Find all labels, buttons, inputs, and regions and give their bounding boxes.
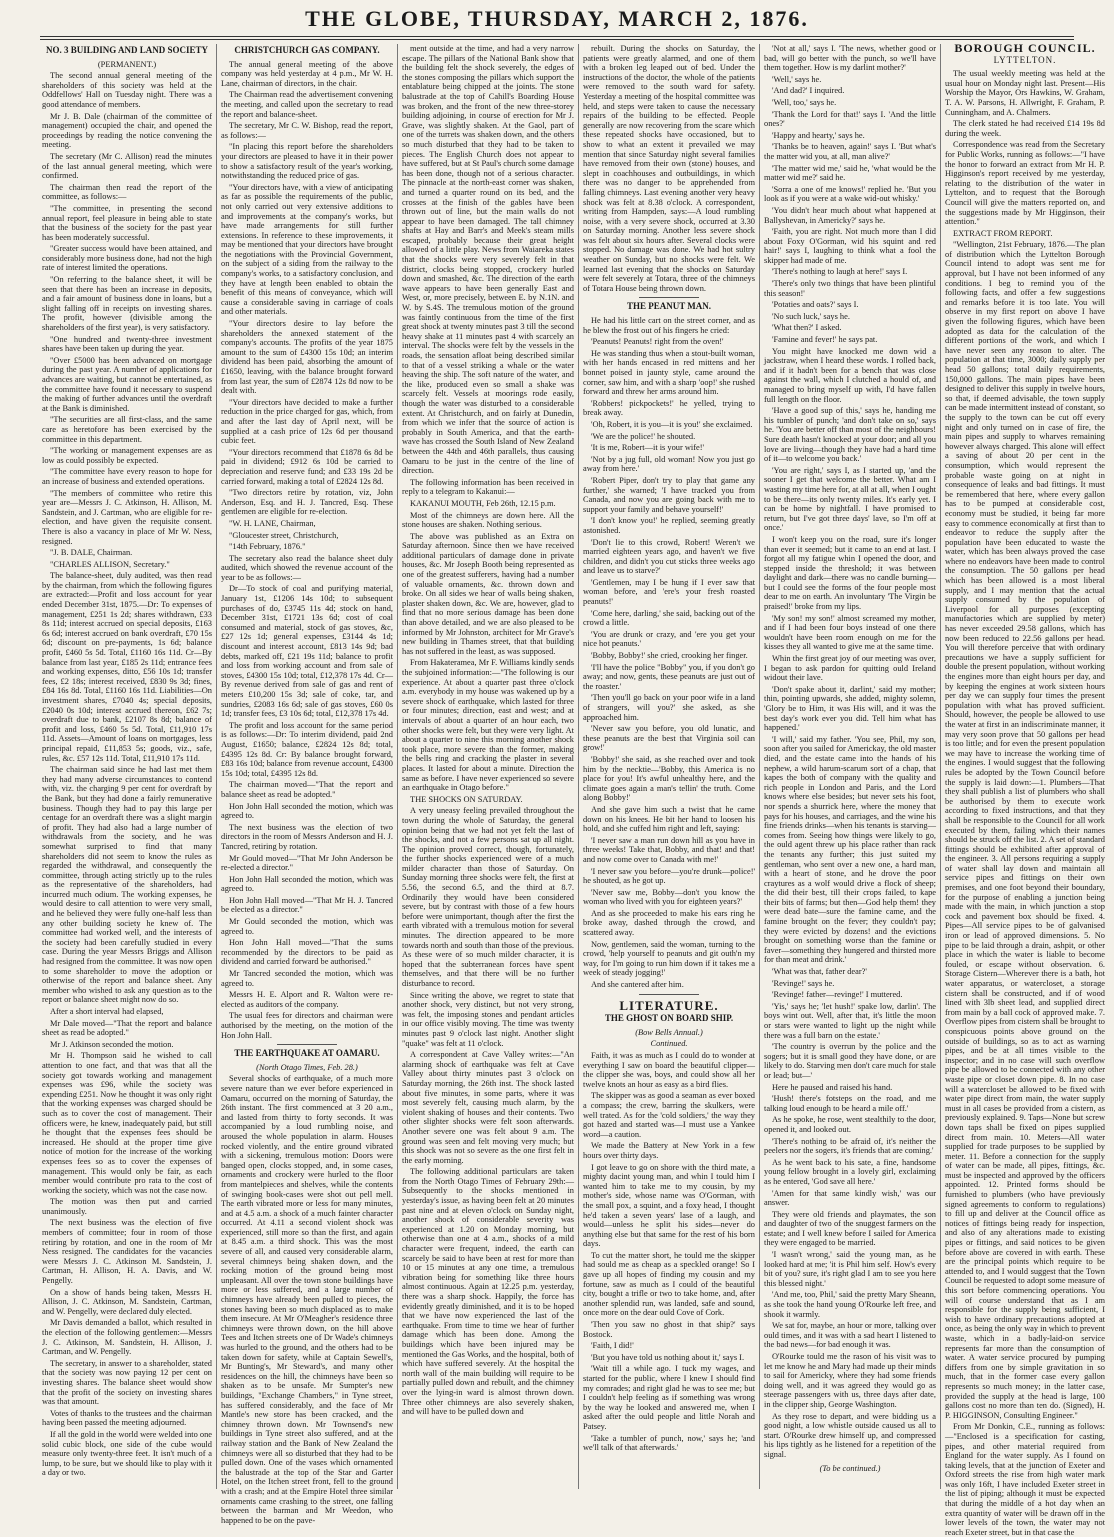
paragraph: He had his little cart on the street corner, and as he blew the frost out of his fingers he cried:: [583, 316, 755, 335]
paragraph: As they rose to depart, and were bidding us a good night, a low whistle outside caused us all to start. O'Rourke drew himself up, and compressed his lips tightly as he listened for a repetition of the signal.: [764, 1411, 936, 1459]
paragraph: We made the Battery at New York in a few hours over thirty days.: [583, 1141, 755, 1160]
paragraph: 'Then you saw no ghost in that ship?' says Bostock.: [583, 1320, 755, 1339]
paragraph: The usual fees for directors and chairman were authorised by the meeting, on the motion of the Hon John Hall.: [221, 1011, 393, 1040]
paragraph: 'I never saw you before—you're drunk—police!' he shouted, as he got up.: [583, 866, 755, 886]
paragraph: 'It is me, Robert—it is your wife!': [591, 443, 705, 453]
paragraph: Faith, it was as much as I could do to wonder at everything I saw on board the beautiful clipper—the clipper she was, boys, and could show all her twelve knots an hour as easy as a bird flies.: [583, 1051, 755, 1089]
paragraph: The secretary (Mr C. Allison) read the minutes of the last annual general meeting, which were confirmed.: [42, 151, 212, 181]
paragraph: A very uneasy feeling prevailed throughout the town during the whole of Saturday, the general opinion being that we had not yet felt the last of the shocks, and not a few persons sat up all night. The opinion proved correct, though, fortunately, the further shocks experienced were of a much milder character than those of Saturday. On Sunday morning three shocks were felt, the first at 5.56, the second 6.5, and the third at 8.7. Ordinarily they would have been considered severe, but by contrast with those of a few hours before were unimportant, though after the first the earth vibrated with a tremulous motion for several minutes. The direction appeared to be more towards north and south than those of the previous. As these were of so much milder character, it is hoped that the subterranean forces have spent themselves, and that there will be no further disturbance to record.: [402, 806, 574, 988]
paragraph: 'What then?' I asked.: [772, 323, 842, 333]
paragraph: 'Don't spake about it, darlint,' said my mother; thin, pointing upwards, she added, mighty solemn, 'Glory be to Him, it was His will, and it was the best day's work ever you did. Tell him what has happened.': [764, 684, 936, 733]
continued-label: Continued.: [650, 1039, 688, 1049]
article-heading-gas-company: CHRISTCHURCH GAS COMPANY.: [234, 45, 380, 55]
article-source: (Bow Bells Annual.): [635, 1027, 703, 1037]
article-body: [583, 44, 755, 293]
paragraph: 'You are drunk or crazy, and 'ere you get your nice hot peanuts.': [583, 629, 755, 649]
paragraph: The usual weekly meeting was held at the usual hour on Monday night last. Present—His Worship the Mayor, Ors Hawkins, W. Graham, T. A. W. Parsons, H. Allwright, F. Graham, P. Cunningham, and A. Chalmers.: [945, 69, 1105, 117]
paragraph: 'Potaties and oats?' says I.: [772, 300, 859, 310]
article-heading-peanut-man: THE PEANUT MAN.: [626, 301, 712, 312]
paragraph: Hon John Hall seconded the motion, which was agreed to.: [221, 874, 393, 894]
paragraph: 'Happy and hearty,' says he.: [772, 130, 865, 140]
paragraph: I won't keep you on the road, sure it's longer than ever it seemed; but it came to an end at last. I forgot all my fatigue whin I opened the door, and stepped inside the threshold; it was between daylight and dark—there was no candle burning—but I could see the forms of the four people most dear to me on earth. An involuntary 'The Virgin be praised!' broke from my lips.: [764, 534, 936, 612]
paragraph: 'Hush! there's fotsteps on the road, and me talking loud enough to be heard a mile off.': [764, 1094, 936, 1113]
paragraph: 'We are the police!' he shouted.: [591, 431, 696, 441]
paragraph: 'There's nothing to laugh at here!' says I.: [772, 267, 908, 277]
paragraph: 'And me, too, Phil,' said the pretty Mary Sheann, as she took the hand young O'Rourke left free, and shook it warmly.: [764, 1290, 936, 1319]
paragraph: The Chairman read the advertisement convening the meeting, and called upon the secretary to read the report and balance-sheet.: [221, 90, 393, 119]
paragraph: As he spoke, he rose, went stealthily to the door, opened it, and looked out.: [764, 1115, 936, 1134]
paragraph: 'Take a tumbler of punch, now,' says he; 'and we'll talk of that afterwards.': [583, 1433, 755, 1453]
paragraph: 'Faith, I did!': [591, 1341, 634, 1351]
paragraph: 'Not at all,' says I. 'The news, whether good or bad, will go better with the punch, so we'll have them together. How is my darlint mother?': [764, 44, 936, 73]
paragraph: They were old friends and playmates, the son and daughter of two of the snuggest farmers on the estate; and I well knew before I sailed for America they were engaged to be married.: [764, 1209, 936, 1248]
masthead-title: THE GLOBE, THURSDAY, MARCH 2, 1876.: [305, 6, 809, 31]
paragraph: 'You didn't hear much about what happened at Ballyshevan, in Americky?' says he.: [764, 205, 936, 225]
paragraph: Mr Tancred seconded the motion, which was agreed to.: [221, 969, 393, 988]
paragraph: 'Never saw you before, you old lunatic, and these peanuts are the best that Virginia soil can grow!': [583, 724, 755, 753]
paragraph: THE SHOCKS ON SATURDAY.: [410, 794, 523, 804]
paragraph: On a show of hands being taken, Messrs H. Allison, J. C. Atkinson, M. Sandstein, Cartman, and W. Pengelly, were declared duly elected.: [42, 1287, 212, 1316]
paragraph: 'Robert Piper, don't try to play that game any further,' she warned; 'I have tracked you from Canada, and now you are going back with me to support your family and behave yourself!': [583, 475, 755, 514]
paragraph: KAKANUI MOUTH, Feb 26th, 12.15 p.m.: [410, 498, 556, 508]
paragraph: Most of the chimneys are down here. All the stone houses are shaken. Nothing serious.: [402, 510, 574, 530]
paragraph: If all the gold in the world were welded into one solid cubic block, one side of the cube would measure only twenty-three feet. It isn't much of a lump, to be sure, but we should like to play with it a day or two.: [42, 1429, 212, 1478]
paragraph: "Your directors have decided to make a further reduction in the price charged for gas, which, from and after the last day of April next, will be supplied at a cash price of 12s 6d per thousand cubic feet.: [221, 397, 393, 446]
column-divider: [216, 44, 217, 1489]
paragraph: The secretary also read the balance sheet duly audited, which showed the revenue account of the year to be as follows:—: [221, 553, 393, 582]
paragraph: 'Thank the Lord for that!' says I. 'And the little ones?': [764, 109, 936, 129]
paragraph: 'Bobby, Bobby!' she cried, crooking her finger.: [591, 651, 748, 661]
paragraph: "One hundred and twenty-three investment shares have been taken up during the year.: [42, 334, 212, 354]
paragraph: You might have knocked me down wid a jackstraw, when I heard these words. I rolled back, and if it hadn't been for a bench that was close against the wall, which I clutched a hould of, and managed to bring myself up with, I'd have fallen full length on the floor.: [764, 346, 936, 404]
column-divider: [578, 44, 579, 1489]
paragraph: After a short interval had elapsed,: [50, 1007, 164, 1016]
paragraph: "W. H. LANE, Chairman,: [229, 518, 316, 528]
paragraph: The following information has been received in reply to a telegram to Kakanui:—: [402, 477, 574, 497]
paragraph: 'Revinge! father—revinge!' I muttered.: [772, 990, 903, 1000]
paragraph: We sat for, maybe, an hour or more, talking over ould times, and it was with a sad heart I listened to the bad news—for bad enough it was.: [764, 1321, 936, 1350]
paragraph: The secretary, Mr C. W. Bishop, read the report, as follows:—: [221, 121, 393, 140]
paragraph: 'Gentlemen, may I be hung if I ever saw that woman before, and 'ere's your fresh roasted peanuts!': [583, 577, 755, 607]
paragraph: The profit and loss account for the same period is as follows:—Dr: To interim dividend, paid 2nd August, £1650; balance, £2824 12s 8d; total, £4395 12s 8d. Cr: By balance brought forward, £83 16s 10d; balance from revenue account, £4300 15s 10d; total, £4395 12s 8d.: [221, 720, 393, 778]
paragraph: Hon John Hall moved—"That Mr H. J. Tancred be elected as a director.": [221, 895, 393, 915]
article-heading-earthquake: THE EARTHQUAKE AT OAMARU.: [234, 1048, 380, 1059]
paragraph: "J. B. DALE, Chairman.: [50, 548, 133, 558]
paragraph: To cut the matter short, he tould me the skipper had sould me as cheap as a speckled orange! So I gave up all hopes of finding my cousin and my fortune, saw as much as I could of the beautiful city, bought a trifle or two to take home, and, after another splendid run, was landed, safe and sound, once more on the dear ould Cove of Cork.: [583, 1250, 755, 1318]
column-6: [945, 41, 1106, 1537]
paragraph: 'Well, too,' says he.: [772, 97, 837, 107]
paragraph: 'Faith, you are right. Not much more than I did about Foxy O'Gorman, wid his squint and red hair!' says I, laughing to think what a fool the skipper had made of me.: [764, 227, 936, 265]
paragraph: The above was published as an Extra on Saturday afternoon. Since then we have received additional particulars of damage done in private houses, &c. Mr Joseph Booth being represented as one of the greatest sufferers, having had a number of valuable ornaments, &c. thrown down and broke. On all sides we hear of walls being shaken, plaster shaken down, &c. We are, however, glad to find that no more serious damage has been done than above detailed, and we are also pleased to be informed by Mr Johnston, architect for Mr Grave's new building in Thames street, that that building has not suffered in the least, as was supposed.: [402, 531, 574, 656]
article-body: [402, 44, 574, 1417]
paragraph: 'There's nothing to be afraid of, it's neither the peelers nor the sogers, it's friends that are coming.': [764, 1136, 936, 1156]
paragraph: The next business was the election of five members of committee; four in room of those retiring by rotation, and one in the room of Mr Ness resigned. The candidates for the vacancies were Messrs J. C. Atkinson M. Sandstein, J. Cartman, H. Allison, H. A. Davis, and W. Pengelly.: [42, 1218, 212, 1286]
article-subheading-lyttelton: LYTTELTON.: [993, 54, 1057, 65]
paragraph: And as she proceeded to make his ears ring he broke away, dashed through the crowd, and scattered away.: [583, 908, 755, 938]
article-heading-ghost: THE GHOST ON BOARD SHIP.: [604, 1013, 734, 1024]
paragraph: Dr—To stock of coal and purifying material, January 1st, £1206 14s 10d; to subsequent purchases of do, £3745 11s 4d; stock on hand, December 31st, £1721 13s 6d; cost of coal consumed and material, stock of gas stoves, &c, £27 12s 1d; general expenses, £3144 4s 1d; discount and interest account, £813 14s 9d; bad debts, marked off, £21 19s 11d; balance to profit and loss from working account and from sale of stoves, £4300 15s 10d; total, £12,378 17s 4d. Cr—By revenue derived from sale of gas and rent of meters £10,200 15s 3d; sale of coke, tar, and sundries, £2083 16s 6d; sale of gas stoves, £60 0s 1d; transfer fees, £3 10s 6d; total, £12,378 17s 4d.: [221, 584, 393, 719]
paragraph: 'Come here, darling,' she said, backing out of the crowd a little.: [583, 608, 755, 628]
column-divider: [397, 44, 398, 1489]
paragraph: As he went back to his sate, a fine, handsome young fellow brought in a lovely girl, exclaiming as he entered, 'God save all here.': [764, 1157, 936, 1186]
article-body: [221, 60, 393, 1041]
paragraph: rebuilt. During the shocks on Saturday, the patients were greatly alarmed, and one of them with a broken leg leaped out of bed. Under the instructions of the doctor, the whole of the patients were removed to the south ward for safety. Yesterday a meeting of the hospital committee was held, and steps were taken to cause the necessary repairs of the building to be effected. People generally are now recovering from the scare which these repeated shocks have occasioned, but to show to what an extent it prevailed we may mention that since Saturday night several families have removed from their own (stone) houses, and slept in coachhouses and outbuildings, in which there was no danger to be apprehended from falling chimneys. Last evening another very heavy shock was felt at 8.38 o'clock. A correspondent, writing from Hampden, says:—A loud rumbling noise, with a very severe shock, occurred at 3.30 on Saturday morning. Another less severe shock was felt about six hours after. Several clocks were stopped. No damage was done. We had hot sultry weather on Sunday, but no shocks were felt. We learned last evening that the shocks on Saturday were felt severely at Totara, three of the chimneys of Totara House being thrown down.: [583, 44, 755, 293]
paragraph: 'Sorra a one of me knows!' replied he. 'But you look as if you were at a wake wid-out whisky.': [764, 184, 936, 204]
paragraph: 'I'll have the police "Bobby" you, if you don't go away; and now, gents, these peanuts are just out of the roaster.': [583, 662, 755, 691]
paragraph: 'But you have told us nothing about it,' says I.: [591, 1352, 745, 1362]
section-rule: [277, 1044, 337, 1045]
paragraph: 'And dad?' I inquired.: [772, 86, 845, 96]
article-body: [583, 316, 755, 990]
paragraph: 'Wait till a while ago. I tuck my wages, and started for the public, where I knew I should find my comrades; and right glad he was to see me; but I couldn't help feeling as if something was wrong by the way he looked and answered me, when I asked after the ould people and little Norah and Patsey.: [583, 1364, 755, 1431]
paragraph: 'Never saw me, Bobby—don't you know the woman who lived with you for eighteen years?': [583, 887, 755, 907]
paragraph: Mr J. Atkinson seconded the motion.: [50, 1039, 174, 1049]
column-divider: [940, 44, 941, 1489]
paragraph: "Wellington, 21st February, 1876.—The plan of distribution which the Lyttelton Borough Council intend to adopt was sent me for approval, but I have not been informed of any conditions. I beg to remind you of the following facts, and offer a few suggestions and remarks before it is too late. You will observe in my first report on above I have given the following figures, which have been adopted as data for the calculation of the different portions of the work, and which I have never seen any reason to alter. The population at that time, 3000; daily supply per head 50 gallons; total daily requirements, 150,000 gallons. The main pipes have been designed to deliver this supply in twelve hours, so that, if deemed advisable, the town supply can be made intermittent instead of constant, so the supply to the town can be cut off every night and only turned on in case of fire, the main pipes and supply to wharves remaining however always charged. This alone will effect a saving of about 20 per cent in the consumption, which would represent the probable waste going on at night in consequence of leaks and bad fittings. It must be remembered that here, where every gallon has to be pumped at considerable cost, economy must be studied, it being far more easy to commence economically at first than to endeavor to reduce the supply after the population have been educated to waste the water, which has been always proved the case where no endeavors have been made to control the consumption. The 50 gallons per head which has been allowed is a most liberal supply, and I may mention that the actual supply consumed by the population of Liverpool for all purposes (excepting manufactories which are supplied by meter) has never exceeded 29.58 gallons, which has now been reduced to 22.56 gallons per head. You will therefore perceive that with ordinary precautions we have a supply sufficient for double the present population, without working the engines more than eight hours per day, and by keeping the engines at work sixteen hours per day we can supply four times the present population with what has proved sufficient. Should, however, the people be allowed to use the water at first in an indiscriminate manner, it may very soon prove that 50 gallons per head is too little; and for even the present population we may have to increase the working time of the engines. I would suggest that the following rules be adopted by the Town Council before the supply is laid down:—1. Plumbers—That they shall publish a list of plumbers who shall be authorised by them to execute work according to fixed instructions, and that they shall be responsible to the Council for all work executed by them, failing which their names should be struck off the list. 2. A set of standard fittings should be exhibited after approval of the engineer. 3. All persons requiring a supply of water shall lay down and maintain all service pipes and fittings on their own premises, and one foot beyond their boundary, for the purpose of enabling a junction being made with the main, in which junction a stop cock and pavement box should be fixed. 4. Pipes—All service pipes to be of galvanised iron or lead of approved dimensions. 5. No pipe to be laid through a drain, ashpit, or other place in which the water is liable to become fouled, or escape without observation. 6. Storage Cistern—Wherever there is a bath, hot water apparatus, or watercloset, a storage cistern shall be constructed, and if of wood lined with 3lb sheet lead, and supplied direct from main by a ball cock of approved make. 7. Overflow pipes from cistern shall be brought to conspicuous points above ground on the outside of buildings, so as to act as warning pipes, and be at all times visible to the inspector; and in no case will such overflow pipe be allowed to be connected with any other waste pipe or closet down pipe. 8. In no case will a watercloset be allowed to be fixed with water pipe direct from main, the water supply must in all cases be provided from a cistern, as previously explained. 9. Taps—None but screw down taps shall be fixed on pipes supplied direct from main. 10. Meters—All water supplied for trade purposes to be supplied by meter. 11. Before a connection for the supply of water can be made, all pipes, fittings, &c. must be inspected and approved by the officers appointed. 12. Printed forms should be furnished to plumbers (who have previously signed agreements to conform to regulations) to fill up and deliver at the Council office as notices of fittings being ready for inspection, and also of any alterations made to existing pipes or fittings, and said notices to be given before above are covered in with earth. These are the principal points which require to be attended to, and I would suggest that the Town Council be requested to adopt some measure of this sort before commencing operations. You will of course understand that as I am responsible for the supply being sufficient, I wish to have ordinary precautions adopted at once, as being the only way in which to prevent waste, which in a badly-laid-on service represents far more than the consumption of water. A water service procured by pumping differs from one by simple gravitation in so much, that in the former case every gallon represents so much money; in the latter case, provided the supply at the head is large, 100 gallons cost no more than ten do. (Signed), H. P. HIGGINSON, Consulting Engineer.": [945, 240, 1106, 1420]
article-body: [764, 44, 936, 1460]
paragraph: Mr J. B. Dale (chairman of the committee of management) occupied the chair, and opened the proceedings by reading the notice convening the meeting.: [42, 111, 212, 150]
paragraph: The motion was then put and carried unanimously.: [42, 1197, 212, 1216]
paragraph: Mr H. Thompson said he wished to call attention to one fact, and that was that all the society got towards working and management expenses was £96, while the society was expending £251. Now he thought it was only right that the working expenses was charged should be such as to cover the cost of management. Their officers were, he knew, inadequately paid, but still he thought that the expenses fees should be increased. He should at the proper time give notice of motion for the increase of the working expenses fees so as to cover the expenses of management. This would only be fair, as each member would contribute pro rata to the cost of working the society, which was not the case now.: [42, 1051, 212, 1195]
paragraph: 'My son! my son!' almost screamed my mother, and if I had been four boys instead of one there wouldn't have been room enough on me for the kisses they all wanted to give me at the same time.: [764, 613, 936, 652]
paragraph: 'I wasn't wrong,' said the young man, as he looked hard at me; 'it is Phil him self. How's every bit of you? sure, it's right glad I am to see you here this blessed night.': [764, 1250, 936, 1288]
paragraph: The skipper was as good a seaman as ever boxed a compass; the crew, barring the skulkers, were well trated. As for the 'cold soldiers,' the way they got hazed and started was—I must use a Yankee word—a caution.: [583, 1091, 755, 1139]
paragraph: 'The matter wid me,' said he, 'what would be the matter wid me?' said he.: [764, 163, 936, 183]
paragraph: 'Revinge!' says he.: [772, 978, 835, 988]
paragraph: 'Oh, Robert, it is you—it is you!' she exclaimed.: [591, 419, 753, 429]
paragraph: "Gloucester street, Christchurch,: [229, 530, 339, 540]
paragraph: Here he paused and raised his hand.: [772, 1082, 893, 1092]
paragraph: The chairman said since he had last met them they had many adverse circumstances to contend with, viz. the charging 9 per cent for overdraft by the Bank, but they had done a fairly remunerative business. Though they had to pay this large per centage for an overdraft there was a slight margin of profit. They had also had a large number of withdrawals from the society, and he was somewhat surprised to find that many shareholders did not seem to know the rules as regarded the withdrawal, and consequently the committee, through acting strictly up to the rules as the representative of the shareholders, had incurred much odium. The working expenses, he would desire to call attention to were very small, and he believed they were fully one-half less than any other building society he knew of. The committee had worked well, and the interests of the society had been carefully studied in every case. During the year Messrs Briggs and Allison had resigned from the committee. It was now open to some shareholder to move the adoption or otherwise of the report and balance sheet. Any member who wished to ask any question as to the report or balance sheet might now do so.: [42, 765, 213, 1005]
column-5: [764, 44, 936, 1484]
paragraph: Messrs H. E. Alport and R. Walton were re-elected as auditors of the company.: [221, 990, 393, 1009]
paragraph: "Your directors recommend that £1878 6s 8d be paid in dividend; £912 6s 10d be carried to depreciation and reserve fund; and £33 19s 2d be carried forward, making a total of £2824 12s 8d.: [221, 447, 393, 486]
paragraph: The second annual general meeting of the shareholders of this society was held at the Oddfellows' Hall on Tuesday night. There was a good attendance of members.: [42, 71, 212, 109]
paragraph: From Hakateramea, Mr F. Williams kindly sends the subjoined information:—"The following is our experience. At about a quarter past three o'clock a.m. everybody in my house was wakened up by a severe shock of earthquake, which lasted for three or four minutes; direction, east and west; and at intervals of about a quarter of an hour each, two other shocks were felt, but they were very light. At about a quarter to nine this morning another shock took place, more severe than the former, making the bells ring and cracking the plaster in several places. It lasted for about a minute. Direction the same as before. I have never experienced so severe an earthquake in Otago before.": [402, 658, 574, 793]
paragraph: 'Don't lie to this crowd, Robert! Weren't we married eighteen years ago, and haven't we five children, and didn't you cut sticks three weeks ago and leave us to starve?': [583, 537, 755, 576]
paragraph: "In placing this report before the shareholders your directors are pleased to have it in their power to show a satisfactory result of the year's working, notwithstanding the reduced price of gas.: [221, 142, 393, 181]
paragraph: The following additional particulars are taken from the North Otago Times of February 29th:—Subsequently to the shocks mentioned in yesterday's issue, as having been felt at 20 minutes past nine and at eleven o'clock on Sunday night, another shock of considerable severity was experienced at 1.20 on Monday morning, but otherwise than one at 4 a.m., shocks of a mild character were frequent, indeed, the earth can scarcely be said to have been at rest for more than 10 or 15 minutes at any one time, a tremulous vibration being for something like three hours almost continuous. Again at 12.25 p.m. yesterday, there was a sharp shock. Happily, the force has evidently greatly diminished, and it is to be hoped that we have now experienced the last of the earthquake. From time to time we hear of further damage which has been done. Among the buildings which have been injured may be mentioned the Gas Works, and the hospital, both of which have suffered severely. At the hospital the north wall of the main building will require to be partially pulled down and rebuilt, and the chimney over the lying-in ward is almost thrown down. Three other chimneys are also severely shaken, and will have to be pulled down and: [402, 1167, 574, 1417]
paragraph: Correspondence was read from the Secretary for Public Works, running as follows:—"I have the honor to forward an extract from Mr H. P. Higginson's report received by me yesterday, relating to the distribution of the water in Lyttelton, and to request that the Borough Council will give the matters reported on, and the suggestions made by Mr Higginson, their attention.": [945, 140, 1105, 227]
paragraph: The annual general meeting of the above company was held yesterday at 4 p.m., Mr W. H. Lane, chairman of directors, in the chair.: [221, 59, 393, 88]
article-heading-building-society: NO. 3 BUILDING AND LAND SOCIETY: [45, 45, 209, 55]
paragraph: 'Then you'll go back on your poor wife in a land of strangers, will you?' she asked, as she approached him.: [583, 693, 755, 722]
paragraph: Mr Dale moved—"That the report and balance sheet as read be adopted.": [42, 1018, 212, 1038]
paragraph: 'I will,' said my father. 'You see, Phil, my son, soon after you sailed for Americkay, the old master died, and the estate came into the hands of his nephew, a wild harum-scarum sort of a chap, that kapes the both of company with the quality and rich people in London and Paris, and the Lord knows where else besides; but never sets his foot, nor spends a shurrick here, where the money that pays for his houses, and carriages, and the wine his fine friends drinks—when his tenants is starving—comes from. Seeing how things were likely to go, the ould agent threw up his place rather than rack the tenants any further; this just suited my gentleman, who sent over a new one, a hard man, with a heart of stone, and he drove the poor craytures as a wolf would drive a flock of sheep; the did their best, till their crops failed, to kape their bits of farms; but then—God help them! they were dead bate—sure the famine came, and the famine brought on the fever; they couldn't pay; they were evicted by dozens! and the evictions brought on something worse than the famine or faver—something they hungered and thirsted more for than meat and drink.': [764, 734, 936, 965]
paragraph: He was standing thus when a stout-built woman, with her hands encased in red mittens and her bonnet poised in jaunty style, came around the corner, saw him, and with a sharp 'oop!' she rushed forward and threw her arms around him.: [583, 348, 755, 397]
paragraph: "The working or management expenses are as low as could possibly be expected.: [42, 446, 212, 465]
paragraph: 'Bobby!' she said, as she reached over and took him by the necktie—'Bobby, this America is no place for you! It's awful unhealthy here, and the climate goes again a man's tellin' the truth. Come along Bobby!': [583, 754, 755, 803]
paragraph: ment outside at the time, and had a very narrow escape. The pillars of the National Bank show that the building felt the shock severely, the edges of the stones composing the pillars which support the entablature being chipped at the joints. The stone balustrade at the top of Cahill's Boarding House was broken, and the front of the new three-storey building adjoining, in course of erection for Mr J. Grave, was slightly shaken. At the Gaol, part of one of the turrets was shaken down, and the others so much disturbed that they had to be taken to pieces. The English Church does not appear to have suffered, but at St Paul's church some damage has been done, though not of a serious character. The pinnacle at the north-east corner was shaken, and turned a quarter round on its bed, and the crosses at the finish of the gables have been thrown out of line, but the main walls do not appear to have been damaged. The tall chimney shafts at Hay and Barr's and Meek's steam mills escaped, probably because their great height allowed of a little play. News from Waiareka states that the shocks were very severely felt in that district, clocks being stopped, crockery hurled down and smashed, &c. The direction of the earth wave appears to have been generally East and West, or, more precisely, between E. by N.1N. and W. by S.4S. The tremulous motion of the ground was faintly continuous from the time of the first great shock at twenty minutes past 3 till the second heavy shake at 11 minutes past 4 with scarcely an interval. The shocks were felt by the vessels in the roads, the sensation afloat being described similar to that of a vessel striking a whale or the water heaving the ship. The soft nature of the water, and the like, produced even so small a shake was scarcely felt. Vessels at moorings rode easily, though the water was disturbed to a considerable extent. At Christchurch, and on fairly at Dunedin, from which we infer that the source of action is probably in South America, and that the earth-wave has crossed the South Island of New Zealand between the 44th and 46th parallels, thus causing Oamaru to be just in the centre of the line of direction.: [402, 44, 574, 476]
column-3: [402, 44, 574, 1484]
paragraph: Mr Davis demanded a ballot, which resulted in the election of the following gentlemen:—Messrs J. C. Atkinson, M. Sandstein, H. Allison, J. Cartman, and W. Pengelly.: [42, 1318, 212, 1357]
paragraph: 'Not by a jug full, old woman! Now you just go away from here.': [583, 454, 755, 474]
paragraph: "CHARLES ALLISON, Secretary.": [50, 559, 170, 569]
article-body: [42, 71, 212, 1478]
paragraph: Several shocks of earthquake, of a much more severe nature than we ever before experienced in Oamaru, occurred on the morning of Saturday, the 26th instant. The first commenced at 3 20 a.m., and lasted from thirty to forty seconds. It was accompanied by a loud rumbling noise, and aroused the whole population in alarm. Houses rocked violently, and the entire ground vibrated with a sickening, tremulous motion: Doors were banged open, clocks stopped, and, in some cases, ornaments and crockery were hurled to the floor from mantelpieces and shelves, while the contents of swinging book-cases were shot out pell mell. The earth vibrated more or less for many minutes, and at 4.5 a.m. a shock of a much fainter character occurred. At 4.11 a second violent shock was experienced, still more so than the first, and again at 8.45 a.m. a third shock. This was the most severe of all, and caused very considerable alarm, several chimneys being shaken down, and the rocking motion of the ground being most unpleasant. All over the town stone buildings have more or less suffered, and a large number of chimneys have already been pulled to pieces, the stones having been so much displaced as to make them insecure. At Mr O'Meagher's residence three chimneys were thrown down, on the hill above Tees and Itchen streets one of Dr Wade's chimneys was hurled to the ground, and the others had to be taken down for safety, while at Captain Sewell's, Mr Bunting's, Mr Steward's, and many other residences on the hill, the chimneys have been so shaken as to be unsafe. Mr Sumpter's new buildings, "Exchange Chambers," in Tyne street, has suffered considerably, and the face of Mr Mantle's new store has been cracked, and the chimney thrown down. Mr Townsend's new buildings in Tyne street also suffered, and at the railway station and the Bank of New Zealand the chimneys were all so disturbed that they had to be pulled down. One of the vases which ornamented the balustrade at the top of the Star and Garter Hotel, on the Itchen street front, fell to the ground with a crash; and at the Empire Hotel three similar ornaments came crashing to the street, one falling between the barman and Mr Weedon, who happened to be on the pave-: [221, 1074, 393, 1525]
paragraph: "On referring to the balance sheet, it will be seen that there has been an increase in deposits, and a fair amount of business done in loans, but a slight falling off in receipts on investing shares. The profit, however (divisible among the shareholders of the first year), is very satisfactory.: [42, 275, 212, 333]
paragraph: Mr Gould moved—"That Mr John Anderson be re-elected a director.": [221, 853, 393, 873]
article-source: (North Otago Times, Feb. 28.): [256, 1062, 358, 1072]
column-divider: [759, 44, 760, 1489]
paragraph: "The securities are all first-class, and the same care as heretofore has been exercised by the committee in this department.: [42, 415, 212, 444]
masthead-rule-double: [40, 39, 1074, 40]
paragraph: 'You are right,' says I, as I started up, 'and the sooner I get that welcome the better. What am I wasting my time here for, at all at all, when I ought to be there—its only twenty miles. It's early yet. I can be home by nightfall. I have promised to return, but I've got three days' lave, so I'm off at once.': [764, 465, 936, 533]
to-be-continued: (To be continued.): [819, 1463, 881, 1473]
paragraph: The next business was the election of two directors in the room of Messrs Anderson and H. J. Tancred, retiring by rotation.: [221, 822, 393, 851]
article-body: [221, 1074, 393, 1525]
column-1: [42, 44, 212, 1484]
paragraph: 'Peanuts! Peanuts! right from the oven!': [591, 337, 724, 347]
paragraph: "Over £5000 has been advanced on mortgage during the past year. A number of applications for advances are waiting, but cannot be entertained, as the committee have found it necessary to suspend the making of further advances until the overdraft at the Bank is diminished.: [42, 355, 212, 413]
paragraph: "14th February, 1876.": [229, 542, 306, 552]
paragraph: 'Robbers! pickpockets!' he yelled, trying to break away.: [583, 398, 755, 418]
paragraph: And she gave him such a twist that he came down on his knees. He bit her hand to loosen his hold, and she cuffed him right and left, saying:: [583, 804, 755, 834]
column-2: [221, 44, 393, 1525]
paragraph: Now, gentlemen, said the woman, turning to the crowd, 'help yourself to peanuts and git outh'n my way, for I'm going to run him down if it takes me a week of steady jogging!': [583, 939, 755, 978]
paragraph: 'There's only two things that have been plintiful this season!': [764, 279, 936, 298]
paragraph: O'Rourke tould me the rason of his visit was to let me know he and Mary had made up their minds to sail for Americky, where they had some friends doing well, and it was agreed they would go as steerage passengers with us, three days after date, in the clipper ship, George Washington.: [764, 1352, 936, 1409]
column-4: [583, 44, 755, 1484]
paragraph: 'Amen for that same kindly wish,' was our answer.: [764, 1188, 936, 1208]
paragraph: A correspondent at Cave Valley writes:—"An alarming shock of earthquake was felt at Cave Valley about thirty minutes past 3 o'clock on Saturday morning, the 26th inst. The shock lasted about five minutes, in some parts, where it was most severely felt, causing much alarm, by the violent shaking of houses and their contents. Two other slighter shocks were felt soon afterwards. Another severe one was felt about 9 a.m. The ground was seen and felt moving very much; but this shock was not so severe as the one first felt in the early morning.: [402, 1050, 574, 1165]
paragraph: From Mr Donkin, C.E., running as follows:—"Enclosed is a specification for casting, pipes, and other material required from England for the water supply. As I found on taking levels, that at the junction of Exeter and Oxford streets the rise from high water mark was only 16ft, I have included Exeter street in the list of piping; although it must be expected that during the middle of a hot day when an extra quantity of water will be drawn off in the lower levels of the town, the water may not reach Exeter street, but in that case the: [945, 1422, 1105, 1537]
masthead-rule: [40, 36, 1074, 37]
paragraph: Whin the first great joy of our meeting was over, I began to ask pardon for quitting ould Ireland widout their lave.: [764, 654, 936, 683]
paragraph: Mr Gould seconded the motion, which was agreed to.: [221, 917, 393, 936]
paragraph: Hon John Hall moved—"That the sums recommended by the directors to be paid as dividend and carried forward be authorised.": [221, 938, 393, 967]
paragraph: 'The country is overrun by the police and the sogers; but it is small good they have done, or are likely to do. Starving men don't care much for stale or lead; but—': [764, 1042, 936, 1080]
paragraph: The balance-sheet, duly audited, was then read by the chairman, from which the following figures are extracted:—Profit and loss account for year ended December 31st, 1875.—Dr: To expenses of management, £251 1s 2d; shares withdrawn, £33 8s 11d; interest accrued on special deposits, £163 6s 6d; interest accrued on bank overdraft, £70 15s 6d; discount on pre-payments, 1s 6d; balance profit, £460 5s 5d. Total, £1160 16s 11d. Cr—By balance from last year, £185 2s 11d; entrance fees and working expenses, ditto, £56 10s 1d; transfer fees, £2 18s; interest received, £830 9s 3d; fines, £84 16s 8d. Total, £1160 16s 11d. Liabilities—On investment shares, £7040 4s; special deposits, £2040 0s 10d; interest accrued thereon, £62 7s; overdraft due to bank, £2107 8s 8d; balance of profit and loss, £460 5s 5d. Total, £11,910 17s 11d. Assets—Amount of loans on mortgages, less principal repaid, £11,853 5s; goods, viz., safe, rules, &c. £57 12s 11d. Total, £11,910 17s 11d.: [42, 571, 212, 763]
paragraph: 'I don't know you!' he replied, seeming greatly astonished.: [583, 516, 755, 535]
paragraph: "Your directors have, with a view of anticipating as far as possible the requirements of the public, not only carried out very extensive additions to and improvements at the company's works, but have made arrangements for still further extensions. In reference to these improvements, it may be mentioned that your directors have brought the negotiations with the Provincial Government, on the subject of a siding from the railway to the company's works, to a satisfactory conclusion, and they have at length been enabled to obtain the benefit of this means of conveyance, which will cause a considerable saving in carriage of coals and other materials.: [221, 182, 393, 317]
article-heading-borough-council: BOROUGH COUNCIL.: [954, 41, 1096, 55]
section-rule: [639, 297, 699, 298]
article-subheading: (PERMANENT.): [97, 59, 157, 69]
paragraph: "The committee, in presenting the second annual report, feel pleasure in being able to state that the business of the society for the past year has been moderately successful.: [42, 203, 212, 242]
paragraph: EXTRACT FROM REPORT.: [953, 228, 1053, 238]
paragraph: 'Well,' says he.: [772, 74, 822, 84]
paragraph: I got leave to go on shore with the third mate, a mighty dacint young man, and whin I tould him I wanted him to take me to my cousin, by my mother's side, whose name was O'Gorman, with the small pox, a squint, and a foxy head, I thought he'd taken a seven years' lase of a laugh, and would—unless he split his sides—never do anything else but that same for the rest of his born days.: [583, 1162, 755, 1249]
paragraph: Votes of thanks to the trustees and the chairman having been passed the meeting adjourned.: [42, 1408, 212, 1428]
article-body: [583, 1051, 755, 1453]
paragraph: The secretary, in answer to a shareholder, stated that the society was now paying 12 per cent on investing shares. The balance sheet would show that the profit of the society on investing shares was that amount.: [42, 1358, 212, 1407]
paragraph: 'Yis,' says he; 'let hush!' spake low, darlin'. The boys wint out. Well, after that, it's little the moon or stars were wanted to light up the night while there was a full barn on the estate.': [764, 1001, 936, 1040]
article-body: [945, 69, 1105, 1537]
paragraph: 'Have a good sup of this,' says he, handing me his tumbler of punch; 'and don't take on so,' says he. 'You are better off than most of the neighbours! Sure death hasn't knocked at your door; and all you love are living—though they have had a hard time of it—to welcome you back.': [764, 406, 936, 464]
paragraph: 'No such luck,' says he.: [772, 311, 850, 321]
paragraph: 'Famine and fever!' he says pat.: [772, 335, 878, 345]
section-heading-literature: LITERATURE.: [619, 997, 719, 1013]
paragraph: "Greater success would have been attained, and considerably more business done, had not the high rate of interest limited the operations.: [42, 244, 212, 273]
paragraph: The chairman then read the report of the committee, as follows:—: [42, 182, 212, 202]
paragraph: 'What was that, father dear?': [772, 967, 867, 977]
paragraph: 'Thanks be to heaven, again!' says I. 'But what's the matter wid you, at all, man alive?': [764, 142, 936, 161]
paragraph: "The members of committee who retire this year are—Messrs J. C. Atkinson, H. Allison, M. Sandstein, and J. Cartman, who are eligible for re-election, and have given the requisite consent. There is also a vacancy in place of Mr W. Ness, resigned.: [42, 488, 212, 546]
paragraph: The clerk stated he had received £14 19s 8d during the week.: [945, 119, 1105, 138]
paragraph: And she cantered after him.: [591, 980, 684, 990]
section-rule: [639, 994, 699, 995]
paragraph: Hon John Hall seconded the motion, which was agreed to.: [221, 801, 393, 821]
paragraph: 'I never saw a man run down hill as you have in three weeks! Take that, Bobby, and that! and that! and now come over to Canada with me!': [583, 835, 755, 864]
paragraph: "Two directors retire by rotation, viz, John Anderson, Esq. and H. J. Tancred, Esq. These gentlemen are eligible for re-election.: [221, 488, 393, 517]
paragraph: The chairman moved—"That the report and balance sheet as read be adopted.": [221, 780, 393, 799]
paragraph: "Your directors desire to lay before the shareholders the annexed statement of the company's accounts. The profits of the year 1875 amount to the sum of £4300 15s 10d; an interim dividend has been paid, absorbing the amount of £1650, leaving, with the balance brought forward from last year, the sum of £2874 12s 8d now to be dealt with.: [221, 319, 393, 396]
paragraph: Since writing the above, we regret to state that another shock, very distinct, but not very strong, was felt, the imposing stones and pendant articles in our office visibly moving. The time was twenty minutes past 9 o'clock last night. Another slight "quake" was felt at 11 o'clock.: [402, 990, 574, 1048]
paragraph: "The committee have every reason to hope for an increase of business and extended operations.: [42, 467, 212, 486]
